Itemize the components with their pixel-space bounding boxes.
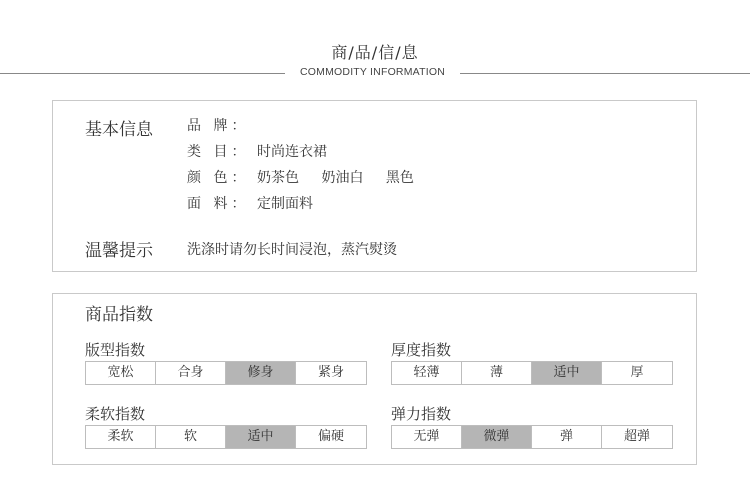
header-title: 商/品/信/息 (331, 43, 419, 62)
scale-option: 轻薄 (392, 362, 462, 384)
info-row-color (187, 167, 432, 187)
info-key: 类 目： (187, 144, 250, 160)
scale-option: 薄 (462, 362, 532, 384)
scale-option: 合身 (156, 362, 226, 384)
elasticity-index-scale (391, 425, 673, 449)
color-option: 奶茶色 (257, 170, 299, 186)
scale-option: 柔软 (86, 426, 156, 448)
basic-info-label: 基本信息 (85, 120, 153, 140)
header-divider-left (0, 73, 285, 74)
scale-option: 超弹 (623, 429, 650, 444)
index-title: 商品指数 (85, 305, 153, 325)
color-option: 奶油白 (321, 170, 364, 186)
info-key: 面 料： (187, 196, 250, 212)
info-value (257, 115, 275, 135)
scale-option-selected: 微弹 (462, 426, 532, 448)
header-divider-right (460, 73, 750, 74)
scale-option: 偏硬 (317, 429, 344, 444)
scale-option: 紧身 (317, 365, 344, 380)
scale-option: 软 (156, 426, 226, 448)
softness-index-scale (85, 425, 367, 449)
softness-index-title: 柔软指数 (85, 405, 146, 423)
scale-option-selected: 修身 (226, 362, 296, 384)
scale-option-selected: 适中 (532, 362, 602, 384)
fit-index-scale (85, 361, 367, 385)
color-option: 黑色 (385, 170, 414, 186)
info-key: 品 牌： (187, 118, 250, 134)
thickness-index-scale (391, 361, 673, 385)
info-row-brand (187, 115, 275, 135)
tip-text: 洗涤时请勿长时间浸泡，蒸汽熨烫 (187, 242, 397, 258)
product-index-panel (52, 293, 697, 465)
info-value: 时尚连衣裙 (257, 144, 327, 160)
fit-index-title: 版型指数 (85, 341, 146, 359)
scale-option-selected: 适中 (226, 426, 296, 448)
info-value (257, 167, 432, 187)
tip-label: 温馨提示 (85, 241, 153, 261)
info-value: 定制面料 (257, 196, 313, 212)
scale-option: 弹 (532, 426, 602, 448)
scale-option: 无弹 (392, 426, 462, 448)
header-subtitle: COMMODITY INFORMATION (300, 66, 445, 78)
thickness-index-title: 厚度指数 (391, 341, 452, 359)
scale-option: 厚 (630, 365, 644, 380)
info-row-category (187, 141, 345, 161)
info-key: 颜 色： (187, 170, 250, 186)
scale-option: 宽松 (86, 362, 156, 384)
basic-info-panel (52, 100, 697, 272)
elasticity-index-title: 弹力指数 (391, 405, 452, 423)
info-row-fabric (187, 193, 331, 213)
